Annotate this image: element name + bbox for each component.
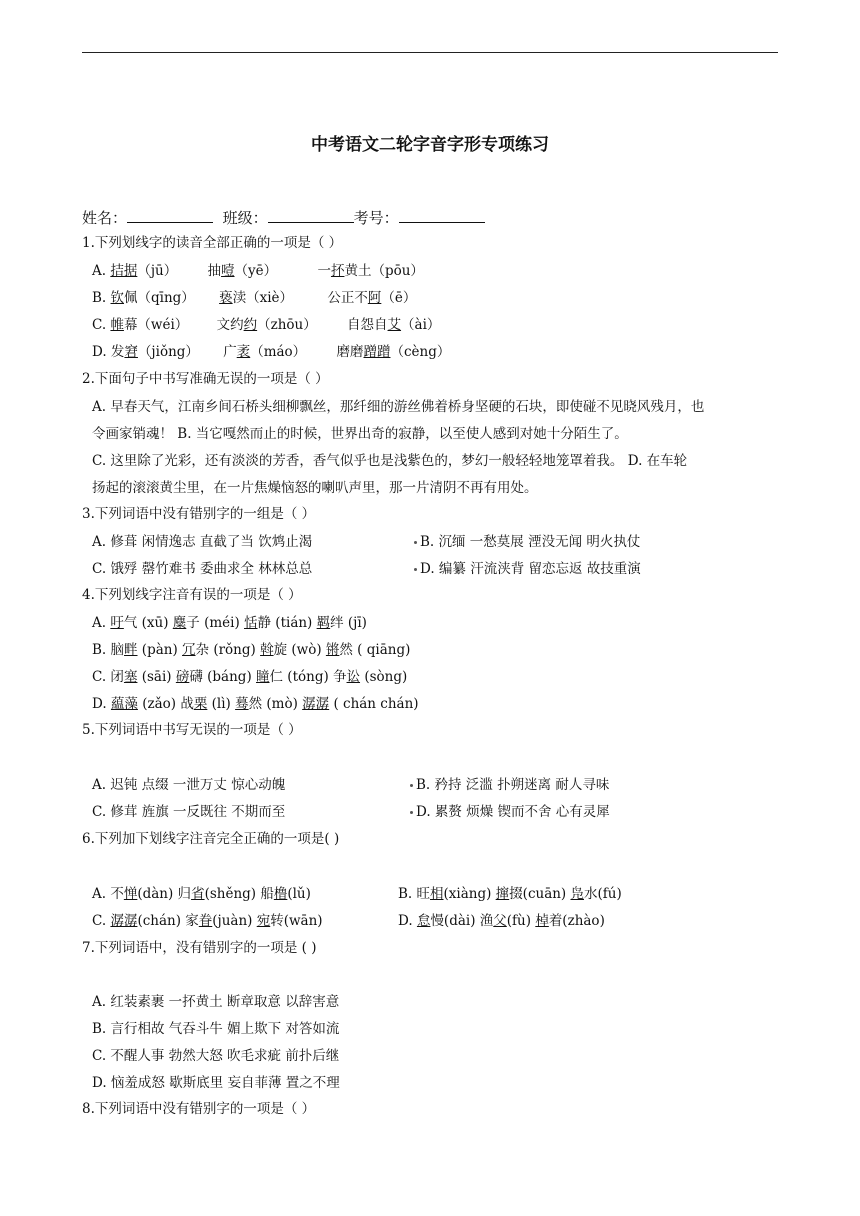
student-info-row [82,208,485,227]
q7-option-c[interactable]: C. 不醒人事 勃然大怒 吹毛求疵 前扑后继 [92,1048,340,1064]
q3-option-b[interactable]: B. 沉缅 一愁莫展 湮没无闻 明火执仗 [414,533,640,551]
q1-option-d[interactable]: D. 发窘（jiǒng） 广袤（máo） 磨磨蹭蹭（cèng） [92,344,451,360]
header-rule [82,52,778,53]
bullet-dot-icon [410,784,413,787]
q1-option-b[interactable]: B. 钦佩（qīng） 亵渎（xiè） 公正不阿（ē） [92,290,417,306]
q3-option-c[interactable]: C. 饿殍 罄竹难书 委曲求全 林林总总 [92,561,313,577]
q4-option-d[interactable]: D. 藴藻 (zǎo) 战栗 (lì) 蓦然 (mò) 潺潺 ( chán chán) [92,696,419,712]
question-5-stem: 5.下列词语中书写无误的一项是（ ） [82,722,302,738]
bullet-dot-icon [410,811,413,814]
q1-option-a[interactable]: A. 拮据（jū） 抽噎（yē） 一抔黄土（pōu） [92,263,424,279]
class-label: 班级： [222,209,268,227]
question-7-stem: 7.下列词语中，没有错别字的一项是 ( ) [82,940,317,956]
q6-option-a[interactable]: A. 不惮(dàn) 归省(shěng) 船橹(lǔ) [92,886,311,902]
bullet-dot-icon [414,541,417,544]
q5-option-a[interactable]: A. 迟钝 点缀 一泄万丈 惊心动魄 [92,777,286,793]
q2-option-a-line1[interactable]: A. 早春天气，江南乡间石桥头细柳飘丝，那纤细的游丝佛着桥身坚硬的石块，即使碰不见晓风残月，也 [92,399,705,415]
q5-option-b[interactable]: B. 矜持 泛滥 扑朔迷离 耐人寻味 [410,776,609,794]
question-3-stem: 3.下列词语中没有错别字的一组是（ ） [82,506,316,522]
q4-option-a[interactable]: A. 吁气 (xū) 麋子 (méi) 恬静 (tián) 羁绊 (jī) [92,615,367,631]
q1-option-c[interactable]: C. 帷幕（wéi） 文约约（zhōu） 自怨自艾（ài） [92,317,441,333]
q6-option-c[interactable]: C. 潺潺(chán) 家眷(juàn) 宛转(wān) [92,913,323,929]
bullet-dot-icon [414,568,417,571]
question-1-stem: 1.下列划线字的读音全部正确的一项是（ ） [82,235,343,251]
q2-option-a-line2[interactable]: 令画家销魂！ B. 当它嘎然而止的时候，世界出奇的寂静，以至使人感到对她十分陌生了。 [92,426,628,442]
q4-option-b[interactable]: B. 脑畔 (pàn) 冗杂 (rǒng) 斡旋 (wò) 锵然 ( qiāng) [92,642,411,658]
exam-label: 考号： [353,209,399,227]
question-8-stem: 8.下列词语中没有错别字的一项是（ ） [82,1101,316,1117]
question-6-stem: 6.下列加下划线字注音完全正确的一项是( ) [82,831,340,847]
name-blank[interactable] [127,208,213,223]
q7-option-a[interactable]: A. 红装素裹 一抔黄土 断章取意 以辞害意 [92,994,340,1010]
question-2-stem: 2.下面句子中书写准确无误的一项是（ ） [82,371,329,387]
name-label: 姓名： [82,209,128,227]
q2-option-c-line2[interactable]: 扬起的滚滚黄尘里，在一片焦燥恼怒的喇叭声里，那一片清阴不再有用处。 [92,480,538,496]
page-title: 中考语文二轮字音字形专项练习 [311,135,549,155]
q3-option-d[interactable]: D. 编纂 汗流浃背 留恋忘返 故技重演 [414,560,641,578]
q7-option-d[interactable]: D. 恼羞成怒 歇斯底里 妄自菲薄 置之不理 [92,1075,340,1091]
q2-option-c-line1[interactable]: C. 这里除了光彩，还有淡淡的芳香，香气似乎也是浅紫色的，梦幻一般轻轻地笼罩着我。 D. 在车轮 [92,453,688,469]
q4-option-c[interactable]: C. 闭塞 (sāi) 磅礴 (báng) 瞳仁 (tóng) 争讼 (sòng) [92,669,408,685]
q6-option-b[interactable]: B. 旺相(xiàng) 撺掇(cuān) 凫水(fú) [398,886,622,902]
q5-option-d[interactable]: D. 累赘 烦燥 锲而不舍 心有灵犀 [410,803,610,821]
exam-blank[interactable] [399,208,485,223]
q6-option-d[interactable]: D. 怠慢(dài) 渔父(fù) 棹着(zhào) [398,913,605,929]
q5-option-c[interactable]: C. 修茸 旌旗 一反既往 不期而至 [92,804,286,820]
question-4-stem: 4.下列划线字注音有误的一项是（ ） [82,587,302,603]
q7-option-b[interactable]: B. 言行相故 气吞斗牛 媚上欺下 对答如流 [92,1021,340,1037]
class-blank[interactable] [268,208,354,223]
q3-option-a[interactable]: A. 修葺 闲情逸志 直截了当 饮鸩止渴 [92,534,313,550]
